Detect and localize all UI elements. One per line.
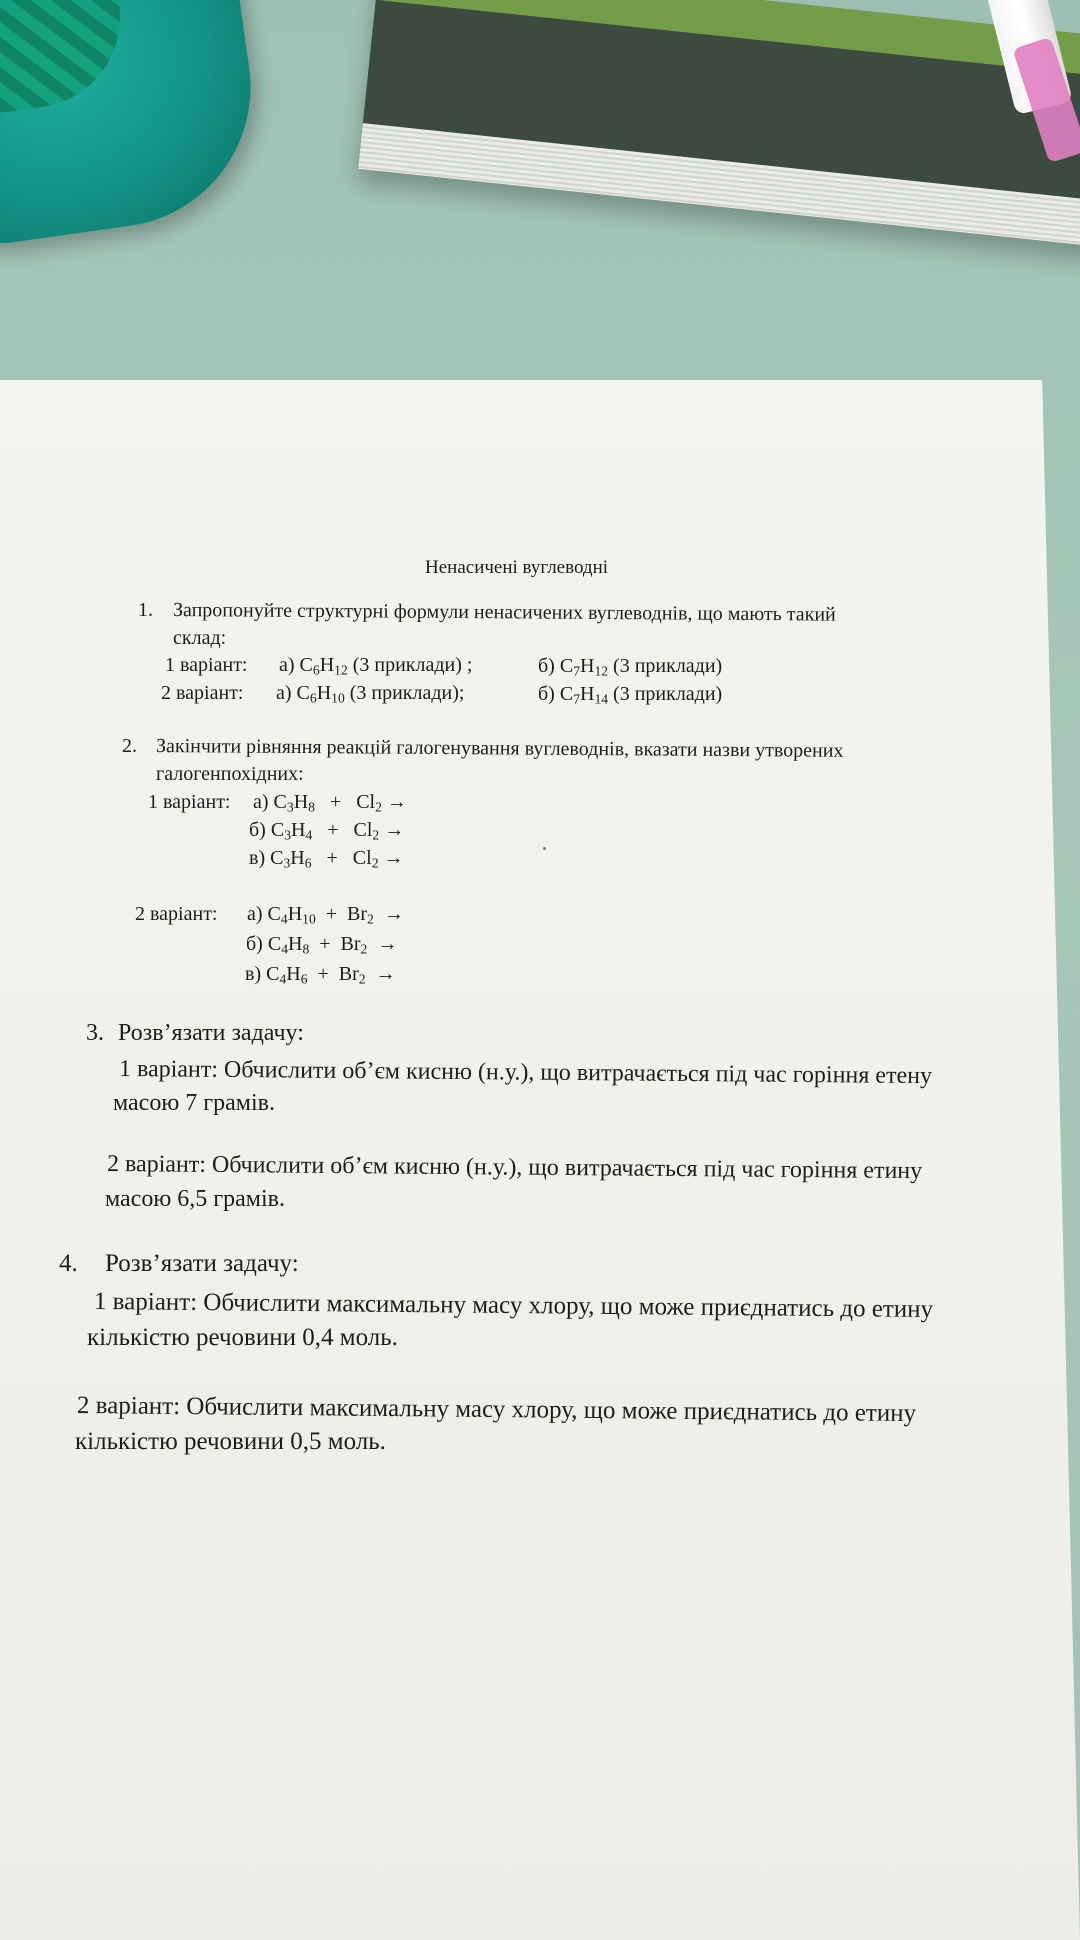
task2-reaction-2c: в) $C_4H_6 + Br_2$ → <box>245 963 396 987</box>
task1-variant1-b: б) $C_7H_{12}$ (3 приклади) <box>538 655 723 679</box>
task3-variant1-line2: масою 7 грамів. <box>113 1090 275 1116</box>
task3-variant1-line1: 1 варіант: Обчислити об’єм кисню (н.у.), що витрачається під час горіння етену <box>118 1056 933 1090</box>
task2-text-line1: Закінчити рівняння реакцій галогенування вуглеводнів, вказати назви утворених <box>155 735 844 762</box>
task3-variant2-line1: 2 варіант: Обчислити об’єм кисню (н.у.), що витрачається під час горіння етину <box>106 1151 923 1185</box>
task3-variant2-line2: масою 6,5 грамів. <box>105 1186 285 1212</box>
task2-number: 2. <box>122 735 137 757</box>
task4-number: 4. <box>59 1250 78 1277</box>
page-title: Ненасичені вуглеводні <box>425 557 609 578</box>
task2-text-line2: галогенпохідних: <box>156 763 304 785</box>
task1-text-line1: Запропонуйте структурні формули ненасичених вуглеводнів, що мають такий <box>172 599 836 626</box>
task4-variant2-line1: 2 варіант: Обчислити максимальну масу хлору, що може приєднатись до етину <box>76 1392 917 1428</box>
task2-reaction-1c: в) $C_3H_6 + Cl_2$ → <box>249 847 404 871</box>
task3-heading: Розв’язати задачу: <box>118 1020 304 1046</box>
task1-variant2-label: 2 варіант: <box>161 682 244 704</box>
task4-heading: Розв’язати задачу: <box>105 1250 299 1277</box>
task1-variant1-label: 1 варіант: <box>165 654 248 676</box>
task1-text-line2: склад: <box>173 627 227 649</box>
task1-number: 1. <box>138 599 153 621</box>
task2-reaction-1b: б) $C_3H_4 + Cl_2$ → <box>249 819 405 843</box>
task1-variant1-a: а) $C_6H_{12}$ (3 приклади) ; <box>279 654 473 678</box>
task2-reaction-2a: а) $C_4H_{10} + Br_2$ → <box>247 903 404 927</box>
task1-variant2-b: б) $C_7H_{14}$ (3 приклади) <box>538 683 723 707</box>
task2-variant1-label: 1 варіант: <box>148 791 231 813</box>
task2-reaction-2b: б) $C_4H_8 + Br_2$ → <box>246 933 398 957</box>
task2-variant2-label: 2 варіант: <box>135 903 218 925</box>
task4-variant2-line2: кількістю речовини 0,5 моль. <box>75 1428 386 1455</box>
task3-number: 3. <box>86 1020 104 1046</box>
task1-variant2-a: а) $C_6H_{10}$ (3 приклади); <box>276 682 465 706</box>
task4-variant1-line2: кількістю речовини 0,4 моль. <box>87 1324 398 1351</box>
task2-reaction-1a: а) $C_3H_8 + Cl_2$ → <box>253 791 407 815</box>
task4-variant1-line1: 1 варіант: Обчислити максимальну масу хлору, що може приєднатись до етину <box>93 1288 934 1324</box>
paper-speck <box>543 847 546 850</box>
